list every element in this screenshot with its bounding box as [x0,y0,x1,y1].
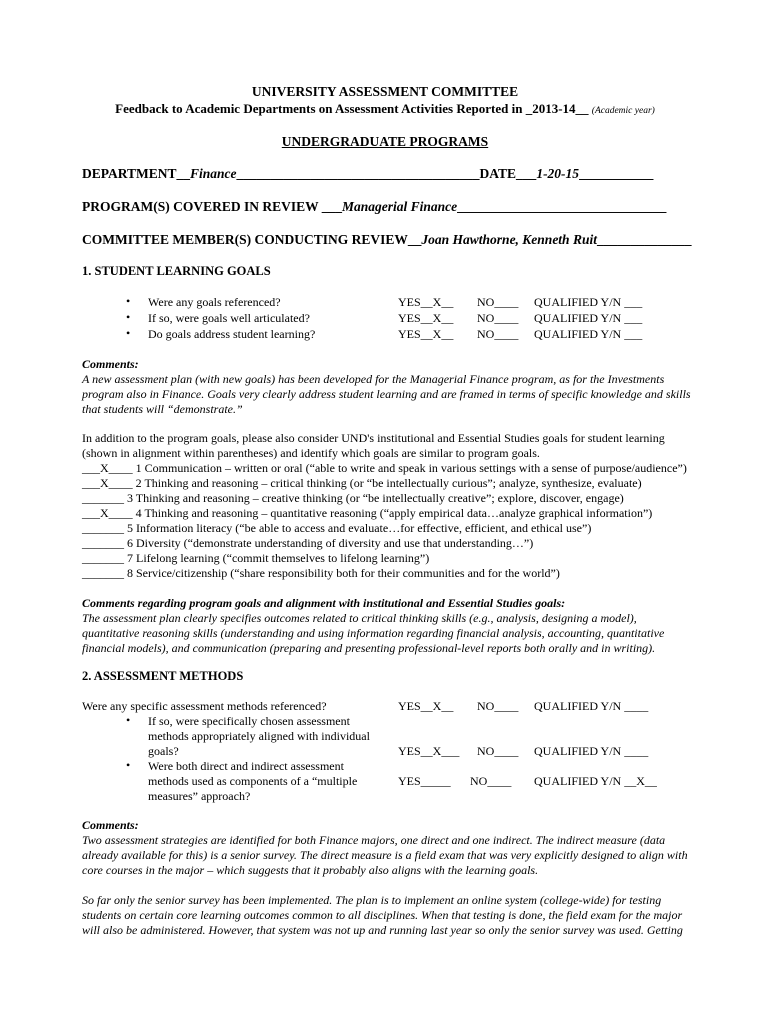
goal-item [82,506,652,521]
bullet-icon: • [126,758,131,772]
goal-item [82,521,591,536]
program-level-heading: UNDERGRADUATE PROGRAMS [281,134,489,149]
yes-answer: YES__X__ [398,311,454,325]
goal-mark: _______ [82,536,124,550]
qualified-answer: QUALIFIED Y/N __X__ [534,774,657,788]
yes-answer: YES__X___ [398,744,460,758]
no-answer: NO____ [477,327,519,341]
intro-line: (shown in alignment within parentheses) and identify which goals are similar to program goals. [82,446,540,460]
department-fill: ____________________________________ [236,166,480,181]
no-answer: NO____ [477,744,519,758]
date-fill: ___________ [579,166,654,181]
comments-label: Comments: [82,357,139,371]
goal-text: 3 Thinking and reasoning – creative thinking (or “be intellectually creative”; explore, discover, engage) [127,491,624,505]
goal-text: 6 Diversity (“demonstrate understanding of diversity and use that understanding…”) [127,536,534,550]
comment-line: Two assessment strategies are identified for both Finance majors, one direct and one indirect. The indirect measure (data [82,833,666,847]
goal-item [82,566,560,581]
members-label: COMMITTEE MEMBER(S) CONDUCTING REVIEW__ [82,232,422,247]
goal-mark: ___X____ [82,461,133,475]
yes-answer: YES__X__ [398,327,454,341]
goal-mark: ___X____ [82,506,133,520]
question-text: methods used as components of a “multiple [148,774,358,788]
intro-line: In addition to the program goals, please also consider UND's institutional and Essential Studies goals for student learning [82,431,665,445]
goal-mark: _______ [82,491,124,505]
goal-mark: ___X____ [82,476,133,490]
goal-text: 1 Communication – written or oral (“able to write and speak in various settings with a sense of purpose/audience”) [135,461,687,475]
alignment-line: quantitative reasoning skills (understanding and using information regarding financial analysis, accounting, quantitative [82,626,665,640]
comment-line: already available for this) is a senior survey. The direct measure is a field exam that was very explicitly designed to align with [82,848,688,862]
goal-mark: _______ [82,551,124,565]
question-text: Were any specific assessment methods referenced? [82,699,327,713]
goal-text: 4 Thinking and reasoning – quantitative reasoning (“apply empirical data…analyze graphical information”) [135,506,653,520]
section-1-heading: 1. STUDENT LEARNING GOALS [82,264,271,278]
goal-item [82,461,687,476]
programs-fill: _______________________________ [457,199,667,214]
question-text: If so, were specifically chosen assessment [148,714,350,728]
qualified-answer: QUALIFIED Y/N ___ [534,311,643,325]
question-text: If so, were goals well articulated? [148,311,310,325]
members-value: Joan Hawthorne, Kenneth Ruit [421,232,597,247]
subtitle-text: Feedback to Academic Departments on Assessment Activities Reported in _2013-14__ [115,101,589,116]
comment-line: So far only the senior survey has been implemented. The plan is to implement an online system (college-wide) for testing [82,893,662,907]
goal-item [82,476,642,491]
comment-line: will also be administered. However, that system was not up and running last year so only the senior survey was used. Getting [82,923,683,937]
question-text: measures” approach? [148,789,251,803]
qualified-answer: QUALIFIED Y/N ___ [534,327,643,341]
programs-label: PROGRAM(S) COVERED IN REVIEW ___ [82,199,343,214]
bullet-icon: • [126,713,131,727]
qualified-answer: QUALIFIED Y/N ___ [534,295,643,309]
programs-value: Managerial Finance [342,199,458,214]
goal-item [82,536,533,551]
members-fill: ______________ [596,232,692,247]
qualified-answer: QUALIFIED Y/N ____ [534,744,649,758]
no-answer: NO____ [477,295,519,309]
goal-item [82,491,624,506]
members-line [82,232,691,248]
bullet-icon: • [126,294,131,308]
question-text: methods appropriately aligned with individual [148,729,370,743]
programs-line [82,199,666,215]
goal-mark: _______ [82,566,124,580]
comment-line: A new assessment plan (with new goals) has been developed for the Managerial Finance program, as for the Investments [82,372,665,386]
question-text: Were any goals referenced? [148,295,281,309]
question-text: goals? [148,744,179,758]
goal-text: 5 Information literacy (“be able to access and evaluate…for effective, efficient, and ethical use”) [127,521,592,535]
bullet-icon: • [126,310,131,324]
qualified-answer: QUALIFIED Y/N ____ [534,699,649,713]
alignment-line: The assessment plan clearly specifies outcomes related to critical thinking skills (e.g., analysis, designing a model), [82,611,637,625]
goal-text: 2 Thinking and reasoning – critical thinking (or “be intellectually curious”; analyze, synthesize, evaluate) [135,476,642,490]
comment-line: students on certain core learning outcomes common to all disciplines. When that testing is done, the field exam for the major [82,908,683,922]
academic-year-note: (Academic year) [591,106,655,116]
comment-line: program also in Finance. Goals very clearly address student learning and are framed in terms of specific knowledge and skills [82,387,691,401]
no-answer: NO____ [477,699,519,713]
question-text: Do goals address student learning? [148,327,316,341]
alignment-comments-label: Comments regarding program goals and alignment with institutional and Essential Studies goals: [82,596,566,610]
section-2-heading: 2. ASSESSMENT METHODS [82,669,244,683]
yes-answer: YES__X__ [398,699,454,713]
comments-label: Comments: [82,818,139,832]
bullet-icon: • [126,326,131,340]
no-answer: NO____ [477,311,519,325]
comment-line: core courses in the major – which suggests that it probably also aligns with the learning goals. [82,863,539,877]
alignment-line: financial models), and communication (preparing and presenting professional-level reports both orally and in writing). [82,641,656,655]
date-label: DATE___ [479,166,537,181]
yes-answer: YES__X__ [398,295,454,309]
question-text: Were both direct and indirect assessment [148,759,344,773]
goal-text: 7 Lifelong learning (“commit themselves to lifelong learning”) [127,551,430,565]
comment-line: that students will “demonstrate.” [82,402,243,416]
goal-item [82,551,429,566]
goal-text: 8 Service/citizenship (“share responsibility both for their communities and for the world”) [127,566,560,580]
date-value: 1-20-15 [536,166,580,181]
department-value: Finance [190,166,237,181]
department-line [82,166,653,182]
goal-mark: _______ [82,521,124,535]
no-answer: NO____ [470,774,512,788]
feedback-subtitle [0,101,770,117]
department-label: DEPARTMENT__ [82,166,191,181]
yes-answer: YES_____ [398,774,451,788]
committee-title: UNIVERSITY ASSESSMENT COMMITTEE [251,84,519,99]
